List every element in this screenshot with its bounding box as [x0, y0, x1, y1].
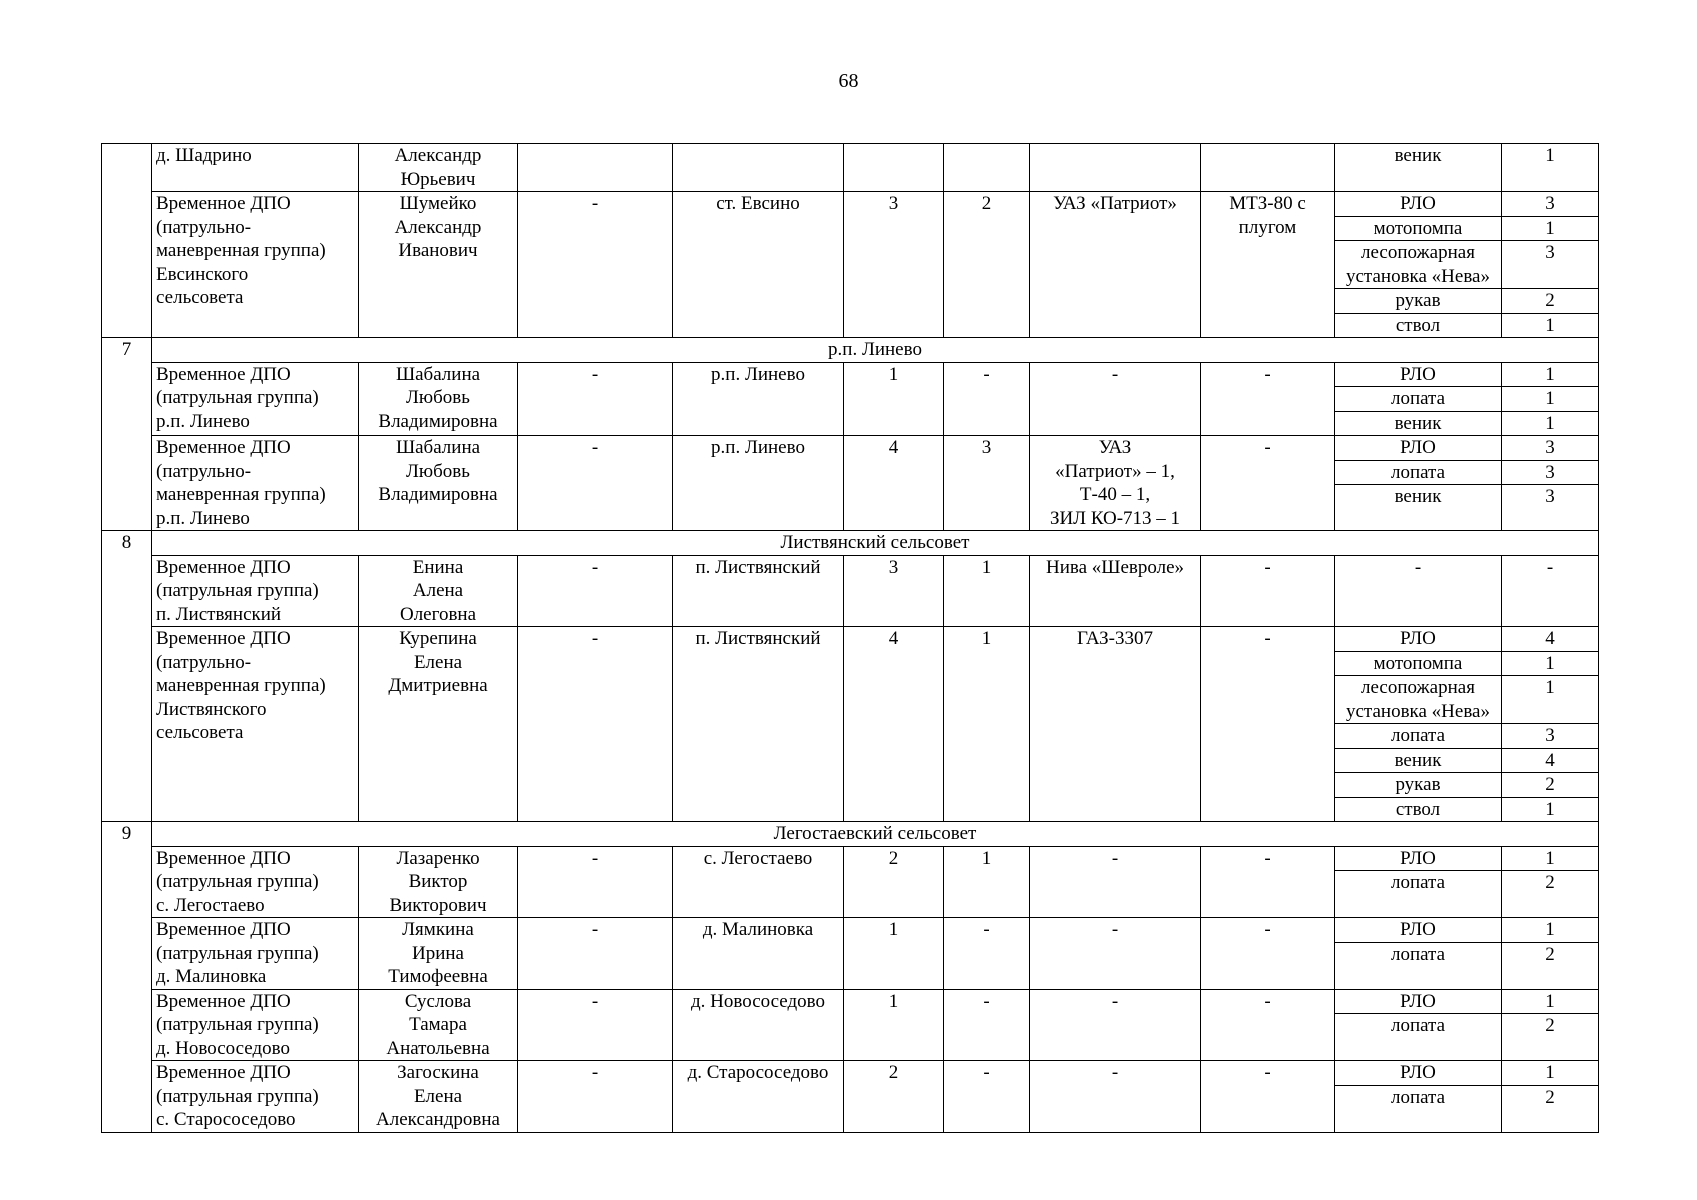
people-cell: 3 — [844, 555, 944, 627]
location-cell: д. Новососедово — [673, 989, 844, 1061]
people-cell: 1 — [844, 989, 944, 1061]
people-cell: 2 — [844, 1061, 944, 1133]
person-line: Александровна — [376, 1109, 500, 1130]
tractor-cell — [1201, 144, 1335, 192]
equipment-count: 1 — [1502, 216, 1599, 241]
person-line: Суслова — [404, 990, 472, 1012]
unit-line: р.п. Линево — [156, 410, 250, 432]
unit-cell — [152, 555, 359, 627]
equipment-count: 2 — [1502, 1085, 1599, 1132]
vehicle-cell — [1030, 436, 1201, 531]
equipment-name: РЛО — [1335, 362, 1502, 387]
tractor-cell: - — [1201, 1061, 1335, 1133]
page-number: 68 — [838, 70, 859, 92]
section-header-row — [102, 531, 1599, 556]
unit-line: Евсинского — [156, 263, 249, 285]
tractor-cell: - — [1201, 627, 1335, 822]
equipment-count: 1 — [1502, 846, 1599, 871]
vehicle-cell: УАЗ «Патриот» — [1030, 192, 1201, 338]
equipment-count: 1 — [1502, 797, 1599, 822]
person-line: Любовь — [406, 387, 470, 408]
person-line: Загоскина — [397, 1062, 479, 1083]
location-cell: с. Легостаево — [673, 846, 844, 918]
unit-cell — [152, 846, 359, 918]
equipment-count: 2 — [1502, 942, 1599, 989]
unit-line: Временное ДПО — [156, 919, 291, 940]
unit-line: Временное ДПО — [156, 437, 291, 458]
equipment-count: 3 — [1502, 436, 1599, 461]
equipment-name: мотопомпа — [1335, 216, 1502, 241]
section-title: Легостаевский сельсовет — [152, 822, 1599, 847]
equipment-count: 1 — [1502, 387, 1599, 412]
unit-line: с. Легостаево — [156, 894, 265, 916]
equipment-name: лопата — [1335, 871, 1502, 918]
unit-cell — [152, 989, 359, 1061]
equipment-name: РЛО — [1335, 846, 1502, 871]
units-cell: 2 — [944, 192, 1030, 338]
unit-line: п. Листвянский — [156, 603, 282, 625]
units-cell: 1 — [944, 555, 1030, 627]
person-line: Анатольевна — [386, 1037, 490, 1059]
location-cell: п. Листвянский — [673, 555, 844, 627]
unit-cell — [152, 436, 359, 531]
person-line: Ирина — [412, 942, 464, 964]
person-line: Владимировна — [378, 484, 498, 505]
location-cell: р.п. Линево — [673, 362, 844, 436]
equipment-count: 2 — [1502, 1014, 1599, 1061]
unit-line: маневренная группа) — [156, 675, 326, 696]
unit-line: (патрульно- — [156, 651, 252, 673]
unit-line: Временное ДПО — [156, 363, 291, 385]
equipment-name: рукав — [1335, 773, 1502, 798]
equipment-count: 3 — [1502, 485, 1599, 531]
person-line: Курепина — [399, 628, 477, 649]
person-line: Шабалина — [395, 437, 481, 458]
person-line: Енина — [412, 556, 464, 578]
equipment-count: 1 — [1502, 918, 1599, 943]
equipment-name: веник — [1335, 411, 1502, 436]
table-row — [102, 1061, 1599, 1086]
vehicle-line: «Патриот» – 1, — [1055, 460, 1175, 482]
unit-cell — [152, 918, 359, 990]
unit-cell — [152, 362, 359, 436]
location-cell: д. Старососедово — [673, 1061, 844, 1133]
unit-line: (патрульная группа) — [156, 1014, 319, 1035]
section-title: р.п. Линево — [152, 338, 1599, 363]
table-row — [102, 555, 1599, 627]
unit-line: (патрульно- — [156, 460, 252, 482]
units-cell: 3 — [944, 436, 1030, 531]
unit-name: д. Шадрино — [156, 145, 252, 166]
person-line: Владимировна — [378, 410, 498, 432]
equipment-name: веник — [1335, 748, 1502, 773]
equipment-name: ствол — [1335, 797, 1502, 822]
equipment-name: лесопожарная установка «Нева» — [1335, 676, 1502, 724]
unit-line: (патрульная группа) — [156, 580, 319, 601]
resources-table — [101, 143, 1599, 1133]
person-cell — [359, 555, 518, 627]
row-number-cell: 9 — [102, 822, 152, 1133]
unit-cell — [152, 144, 359, 192]
table-row — [102, 989, 1599, 1014]
location-cell: р.п. Линево — [673, 436, 844, 531]
person-line: Елена — [413, 651, 463, 673]
person-cell — [359, 144, 518, 192]
unit-cell — [152, 627, 359, 822]
people-cell: 1 — [844, 362, 944, 436]
unit-line: с. Старососедово — [156, 1109, 296, 1130]
equipment-name: лопата — [1335, 387, 1502, 412]
person-line: Олеговна — [399, 603, 477, 625]
phone-cell: - — [518, 627, 673, 822]
phone-cell: - — [518, 1061, 673, 1133]
person-line: Лазаренко — [396, 847, 480, 869]
units-cell: - — [944, 989, 1030, 1061]
person-cell — [359, 989, 518, 1061]
vehicle-line: УАЗ — [1098, 437, 1132, 458]
person-line: Алена — [412, 580, 464, 601]
location-cell: ст. Евсино — [673, 192, 844, 338]
person-cell — [359, 192, 518, 338]
person-cell — [359, 436, 518, 531]
tractor-cell — [1201, 192, 1335, 338]
equipment-name: мотопомпа — [1335, 651, 1502, 676]
unit-line: р.п. Линево — [156, 507, 250, 529]
equipment-name: РЛО — [1335, 436, 1502, 461]
row-number-cell — [102, 144, 152, 338]
equipment-count: 2 — [1502, 871, 1599, 918]
unit-line: Временное ДПО — [156, 990, 291, 1012]
unit-line: (патрульная группа) — [156, 942, 319, 964]
person-cell — [359, 846, 518, 918]
person-surname: Александр — [394, 145, 482, 166]
people-cell: 2 — [844, 846, 944, 918]
units-cell: - — [944, 362, 1030, 436]
tractor-cell: - — [1201, 362, 1335, 436]
table-row — [102, 846, 1599, 871]
unit-line: Временное ДПО — [156, 193, 291, 214]
people-cell: 1 — [844, 918, 944, 990]
unit-line: Временное ДПО — [156, 847, 291, 869]
equipment-name: ствол — [1335, 313, 1502, 338]
equipment-count: 3 — [1502, 192, 1599, 217]
unit-line: (патрульно- — [156, 216, 252, 238]
equipment-name: лопата — [1335, 1014, 1502, 1061]
vehicle-cell: - — [1030, 846, 1201, 918]
phone-cell: - — [518, 555, 673, 627]
tractor-cell: - — [1201, 436, 1335, 531]
vehicle-cell: - — [1030, 918, 1201, 990]
tractor-cell: - — [1201, 846, 1335, 918]
vehicle-line: Т-40 – 1, — [1079, 484, 1151, 505]
section-header-row — [102, 822, 1599, 847]
equipment-count: 4 — [1502, 748, 1599, 773]
equipment-name: РЛО — [1335, 1061, 1502, 1086]
equipment-name: лопата — [1335, 460, 1502, 485]
unit-line: маневренная группа) — [156, 240, 326, 261]
row-number-cell: 8 — [102, 531, 152, 822]
unit-line: Временное ДПО — [156, 628, 291, 649]
person-cell — [359, 1061, 518, 1133]
vehicle-cell: - — [1030, 1061, 1201, 1133]
equipment-count: 1 — [1502, 313, 1599, 338]
unit-line: (патрульная группа) — [156, 387, 319, 408]
units-cell: 1 — [944, 627, 1030, 822]
equipment-name: лопата — [1335, 942, 1502, 989]
equipment-name: РЛО — [1335, 918, 1502, 943]
unit-line: сельсовета — [156, 722, 244, 743]
person-line: Александр — [394, 216, 482, 238]
phone-cell: - — [518, 918, 673, 990]
equipment-name: лесопожарная установка «Нева» — [1335, 241, 1502, 289]
equipment-count: 1 — [1502, 362, 1599, 387]
row-number-cell: 7 — [102, 338, 152, 531]
equipment-name: лопата — [1335, 724, 1502, 749]
section-header-row — [102, 338, 1599, 363]
person-line: Шумейко — [399, 193, 477, 214]
people-cell: 4 — [844, 627, 944, 822]
phone-cell: - — [518, 362, 673, 436]
equipment-name: РЛО — [1335, 627, 1502, 652]
location-cell: д. Малиновка — [673, 918, 844, 990]
equipment-count: 1 — [1502, 411, 1599, 436]
person-line: Дмитриевна — [388, 675, 488, 696]
location-cell — [673, 144, 844, 192]
location-cell: п. Листвянский — [673, 627, 844, 822]
units-cell: - — [944, 918, 1030, 990]
vehicle-cell: - — [1030, 362, 1201, 436]
person-line: Елена — [413, 1085, 463, 1107]
units-cell — [944, 144, 1030, 192]
phone-cell: - — [518, 436, 673, 531]
tractor-line: плугом — [1238, 216, 1297, 238]
person-line: Тамара — [409, 1014, 467, 1035]
equipment-count: 2 — [1502, 289, 1599, 314]
people-cell: 3 — [844, 192, 944, 338]
equipment-count: 1 — [1502, 989, 1599, 1014]
equipment-count: 1 — [1502, 144, 1599, 192]
vehicle-cell: ГАЗ-3307 — [1030, 627, 1201, 822]
unit-line: Временное ДПО — [156, 1062, 291, 1083]
equipment-count: 3 — [1502, 241, 1599, 289]
unit-line: сельсовета — [156, 287, 244, 308]
tractor-cell: - — [1201, 918, 1335, 990]
person-cell — [359, 918, 518, 990]
equipment-count: 1 — [1502, 1061, 1599, 1086]
equipment-name: - — [1335, 555, 1502, 627]
unit-line: маневренная группа) — [156, 484, 326, 505]
tractor-line: МТЗ-80 с — [1229, 193, 1306, 214]
unit-line: Временное ДПО — [156, 556, 291, 578]
equipment-count: 1 — [1502, 676, 1599, 724]
table-row — [102, 627, 1599, 652]
people-cell — [844, 144, 944, 192]
phone-cell: - — [518, 989, 673, 1061]
vehicle-cell: - — [1030, 989, 1201, 1061]
tractor-cell: - — [1201, 555, 1335, 627]
table-row — [102, 436, 1599, 461]
unit-line: (патрульная группа) — [156, 871, 319, 892]
unit-cell — [152, 1061, 359, 1133]
person-cell — [359, 362, 518, 436]
units-cell: 1 — [944, 846, 1030, 918]
person-cell — [359, 627, 518, 822]
table-row — [102, 918, 1599, 943]
person-line: Шабалина — [395, 363, 481, 385]
person-line: Викторович — [389, 894, 487, 916]
person-line: Виктор — [408, 871, 468, 892]
phone-cell: - — [518, 846, 673, 918]
equipment-name: веник — [1335, 485, 1502, 531]
section-title: Листвянский сельсовет — [152, 531, 1599, 556]
table-row — [102, 144, 1599, 192]
equipment-name: веник — [1335, 144, 1502, 192]
phone-cell — [518, 144, 673, 192]
equipment-name: РЛО — [1335, 192, 1502, 217]
unit-line: (патрульная группа) — [156, 1085, 319, 1107]
equipment-name: РЛО — [1335, 989, 1502, 1014]
unit-line: д. Малиновка — [156, 966, 267, 987]
person-line: Иванович — [398, 240, 478, 261]
person-patronymic: Юрьевич — [400, 168, 476, 190]
vehicle-cell — [1030, 144, 1201, 192]
table-row — [102, 192, 1599, 217]
table-row — [102, 362, 1599, 387]
tractor-cell: - — [1201, 989, 1335, 1061]
person-line: Любовь — [406, 460, 470, 482]
equipment-count: 3 — [1502, 460, 1599, 485]
vehicle-cell: Нива «Шевроле» — [1030, 555, 1201, 627]
equipment-count: 1 — [1502, 651, 1599, 676]
unit-line: Листвянского — [156, 698, 267, 720]
phone-cell: - — [518, 192, 673, 338]
unit-cell — [152, 192, 359, 338]
equipment-count: 4 — [1502, 627, 1599, 652]
people-cell: 4 — [844, 436, 944, 531]
vehicle-line: ЗИЛ КО-713 – 1 — [1049, 507, 1181, 529]
units-cell: - — [944, 1061, 1030, 1133]
equipment-count: - — [1502, 555, 1599, 627]
equipment-count: 3 — [1502, 724, 1599, 749]
equipment-count: 2 — [1502, 773, 1599, 798]
equipment-name: рукав — [1335, 289, 1502, 314]
person-line: Тимофеевна — [388, 966, 488, 987]
unit-line: д. Новососедово — [156, 1037, 290, 1059]
equipment-name: лопата — [1335, 1085, 1502, 1132]
person-line: Лямкина — [402, 919, 474, 940]
